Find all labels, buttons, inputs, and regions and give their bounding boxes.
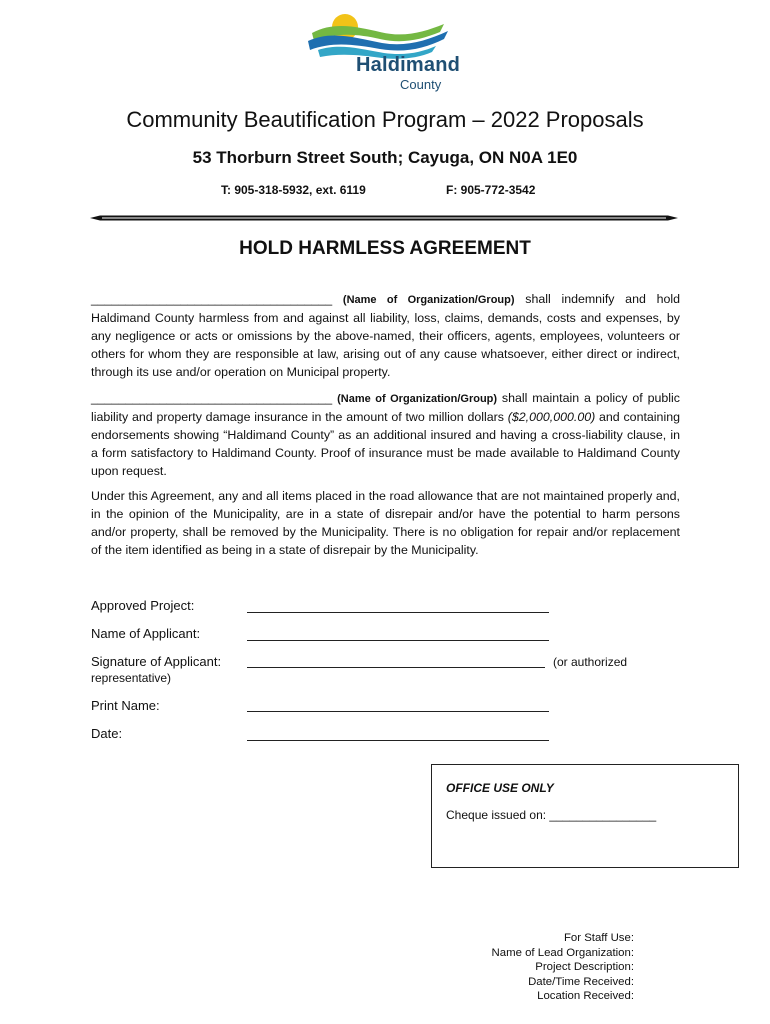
- insurance-amount: ($2,000,000.00): [507, 410, 596, 424]
- print-name-line[interactable]: [247, 711, 549, 712]
- staff-use-block: [492, 931, 634, 1004]
- staff-location-received: Location Received:: [537, 990, 634, 1002]
- office-address: 53 Thorburn Street South; Cayuga, ON N0A 1E0: [192, 148, 578, 167]
- logo-county: County: [400, 77, 442, 92]
- fax-number: F: 905-772-3542: [446, 183, 536, 197]
- document-title: Community Beautification Program – 2022 Proposals: [126, 107, 644, 132]
- staff-lead-organization: Name of Lead Organization:: [491, 946, 634, 959]
- date-label: Date:: [91, 726, 123, 741]
- agreement-heading: HOLD HARMLESS AGREEMENT: [239, 238, 531, 259]
- office-use-box: [431, 764, 739, 868]
- insurance-text-a: shall maintain a policy of public liability and property damage insurance in the amount of two million dollars: [91, 391, 680, 424]
- logo-emblem-icon: [306, 8, 466, 60]
- removal-paragraph: Under this Agreement, any and all items placed in the road allowance that are not maintained properly and, in the opinion of the Municipality, are in a state of disrepair and/or have the potential to harm persons and/or property, shall be removed by the Municipality. There is no obligation for repair and/or replacement of the item identified as being in a state of disrepair by the Municipality.: [91, 489, 680, 557]
- applicant-name-label: Name of Applicant:: [91, 626, 201, 641]
- header-divider: [90, 215, 678, 221]
- indemnify-paragraph: [91, 290, 680, 381]
- applicant-name-line[interactable]: [247, 640, 549, 641]
- insurance-text-b: and containing endorsements showing “Haldimand County” as an additional insured and having a cross-liability clause, in a form satisfactory to Haldimand County. Proof of insurance must be made available to Haldimand County upon request.: [91, 410, 680, 478]
- signature-label: Signature of Applicant:: [91, 654, 222, 669]
- staff-project-description: Project Description:: [535, 961, 634, 973]
- staff-date-received: Date/Time Received:: [528, 975, 634, 988]
- office-use-title: OFFICE USE ONLY: [446, 781, 554, 795]
- staff-use-heading: For Staff Use:: [563, 932, 634, 944]
- representative-note: representative): [91, 671, 172, 685]
- logo-name: Haldimand: [356, 54, 461, 76]
- phone-number: T: 905-318-5932, ext. 6119: [221, 183, 366, 197]
- organization-label: (Name of Organization/Group): [337, 393, 498, 405]
- approved-project-label: Approved Project:: [91, 598, 195, 613]
- authorized-note: (or authorized: [553, 655, 628, 669]
- organization-label: (Name of Organization/Group): [342, 294, 515, 306]
- insurance-paragraph: [91, 389, 680, 480]
- haldimand-county-logo: [306, 8, 466, 92]
- approved-project-line[interactable]: [247, 612, 549, 613]
- signature-line[interactable]: [247, 667, 545, 668]
- cheque-issued-field: Cheque issued on: ________________: [446, 808, 657, 822]
- organization-blank: ___________________________________: [91, 292, 333, 306]
- organization-blank: ___________________________________: [91, 391, 333, 405]
- date-line[interactable]: [247, 740, 549, 741]
- print-name-label: Print Name:: [91, 698, 160, 713]
- indemnify-text: shall indemnify and hold Haldimand County harmless from and against all liability, loss, claims, demands, costs and expenses, by any negligence or acts or omissions by the above-named, their officers, agents, employees, volunteers or others for whom they are responsible at law, arising out of any cause whatsoever, either direct or indirect, through its use and/or operation on Municipal property.: [91, 292, 680, 379]
